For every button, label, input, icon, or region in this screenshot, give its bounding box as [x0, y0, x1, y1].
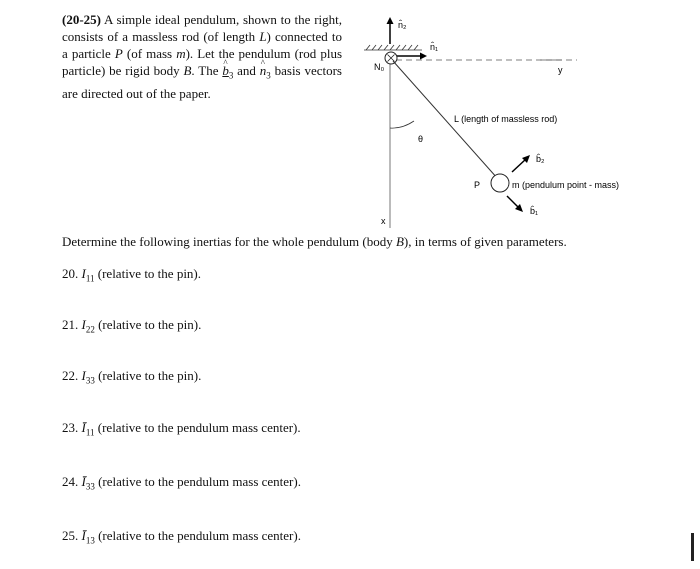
inertia-symbol: I [81, 317, 86, 332]
inertia-subscript: 13 [85, 535, 95, 546]
problem-text-2: ) connected to a particle [62, 29, 342, 61]
ceiling-hatch [364, 45, 422, 50]
symbol-L: L [259, 29, 267, 44]
question-22 [62, 368, 201, 386]
inertia-symbol: Ī [81, 474, 86, 489]
n2-label: n̂₂ [398, 20, 407, 30]
question-20 [62, 266, 201, 284]
problem-text-7: basis vectors are directed out of the paper. [62, 63, 342, 101]
problem-number: (20-25) [62, 12, 101, 27]
question-24 [62, 474, 301, 492]
question-text: (relative to the pendulum mass center). [94, 420, 301, 435]
n2-arrow-head [387, 17, 394, 24]
b1-label: b̂₁ [530, 206, 539, 216]
problem-text-4: ). Let the pendulum (rod plus particle) be rigid body [62, 46, 342, 78]
symbol-P: P [114, 46, 123, 61]
problem-statement [62, 11, 342, 102]
question-25 [62, 528, 301, 546]
pendulum-diagram [362, 8, 682, 230]
inertia-subscript: 22 [85, 324, 95, 335]
symbol-m: m [176, 46, 186, 61]
mass-label: m (pendulum point - mass) [512, 180, 620, 190]
symbol-n3-sub: 3 [266, 70, 271, 81]
theta-label: θ [418, 134, 424, 144]
symbol-B: B [183, 63, 192, 78]
question-text: (relative to the pin). [94, 266, 202, 281]
prompt-text-2: ), in terms of given parameters. [403, 234, 567, 249]
theta-arc [390, 121, 414, 128]
N0-label: N₀ [374, 62, 385, 72]
question-text: (relative to the pin). [94, 317, 202, 332]
problem-text-3: (of mass [122, 46, 177, 61]
question-21 [62, 317, 201, 335]
question-text: (relative to the pin). [94, 368, 202, 383]
problem-text-1: A simple ideal pendulum, shown to the right, consists of a massless rod (of length [62, 12, 342, 44]
inertia-symbol: Ī [81, 420, 86, 435]
question-number: 21. [62, 317, 79, 332]
prompt-text-1: Determine the following inertias for the whole pendulum (body [62, 234, 396, 249]
question-text: (relative to the pendulum mass center). [94, 474, 301, 489]
b2-label: b̂₂ [536, 154, 545, 164]
prompt-symbol-B: B [395, 234, 404, 249]
question-number: 25. [62, 528, 79, 543]
n1-arrow-head [420, 53, 427, 60]
P-label: P [474, 180, 481, 190]
pendulum-mass [491, 174, 509, 192]
question-number: 22. [62, 368, 79, 383]
question-number: 24. [62, 474, 79, 489]
question-23 [62, 420, 301, 438]
inertia-subscript: 33 [85, 481, 95, 492]
instruction-text [62, 234, 567, 250]
n1-label: n̂₁ [430, 42, 439, 52]
symbol-n3: ^ n [260, 63, 267, 78]
rod-length-label: L (length of massless rod) [454, 114, 558, 124]
scrollbar[interactable] [691, 533, 694, 561]
x-label: x [381, 216, 386, 226]
inertia-symbol: I [81, 266, 86, 281]
inertia-symbol: I [81, 368, 86, 383]
b1-arrow-shaft [507, 196, 519, 208]
question-text: (relative to the pendulum mass center). [94, 528, 301, 543]
question-number: 20. [62, 266, 79, 281]
symbol-b3-sub: 3 [228, 70, 234, 81]
inertia-subscript: 33 [85, 375, 95, 386]
problem-text-6: and [233, 63, 260, 78]
y-label: y [558, 65, 563, 75]
symbol-b3: ^ b [222, 63, 229, 78]
problem-text-5: . The [191, 63, 223, 78]
question-number: 23. [62, 420, 79, 435]
inertia-subscript: 11 [85, 427, 95, 438]
b2-arrow-shaft [512, 159, 526, 172]
inertia-symbol: Ī [81, 528, 86, 543]
inertia-subscript: 11 [85, 273, 95, 284]
